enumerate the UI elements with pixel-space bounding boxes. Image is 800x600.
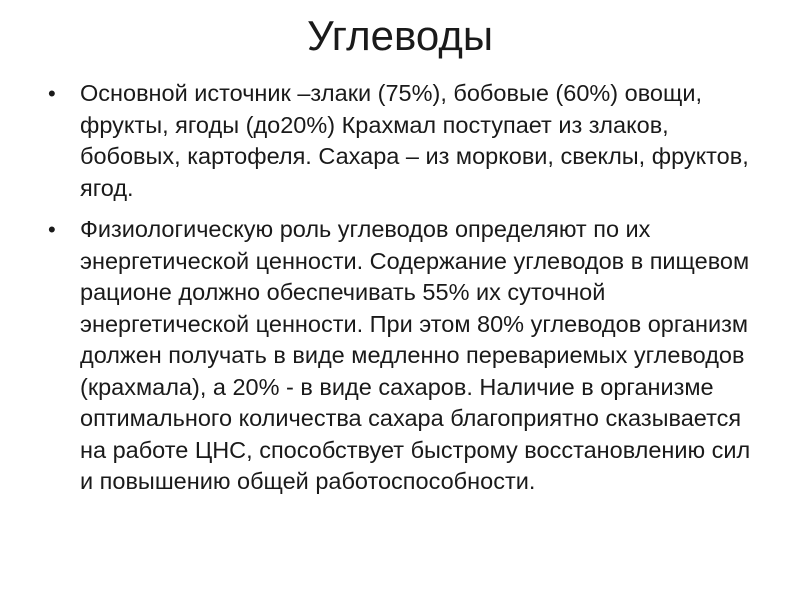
bullet-list — [48, 78, 764, 508]
bullet-text-sources: Основной источник –злаки (75%), бобовые (60%) овощи, фрукты, ягоды (до20%) Крахмал поступает из злаков, бобовых, картофеля. Сахара – из моркови, свеклы, фруктов, ягод. — [80, 80, 749, 201]
bullet-marker-icon: • — [48, 217, 56, 242]
bullet-marker-icon: • — [48, 81, 56, 106]
bullet-item-physiological-role — [48, 214, 764, 498]
bullet-item-sources — [48, 78, 764, 204]
bullet-text-physiological-role: Физиологическую роль углеводов определяют по их энергетической ценности. Содержание углеводов в пищевом рационе должно обеспечивать 55% их суточной энергетической ценности. При этом 80% углеводов организм должен получать в виде медленно перевариемых углеводов (крахмала), а 20% - в виде сахаров. Наличие в организме оптимального количества сахара благоприятно сказывается на работе ЦНС, способствует быстрому восстановлению сил и повышению общей работоспособности. — [80, 216, 751, 494]
slide-title: Углеводы — [306, 12, 494, 59]
